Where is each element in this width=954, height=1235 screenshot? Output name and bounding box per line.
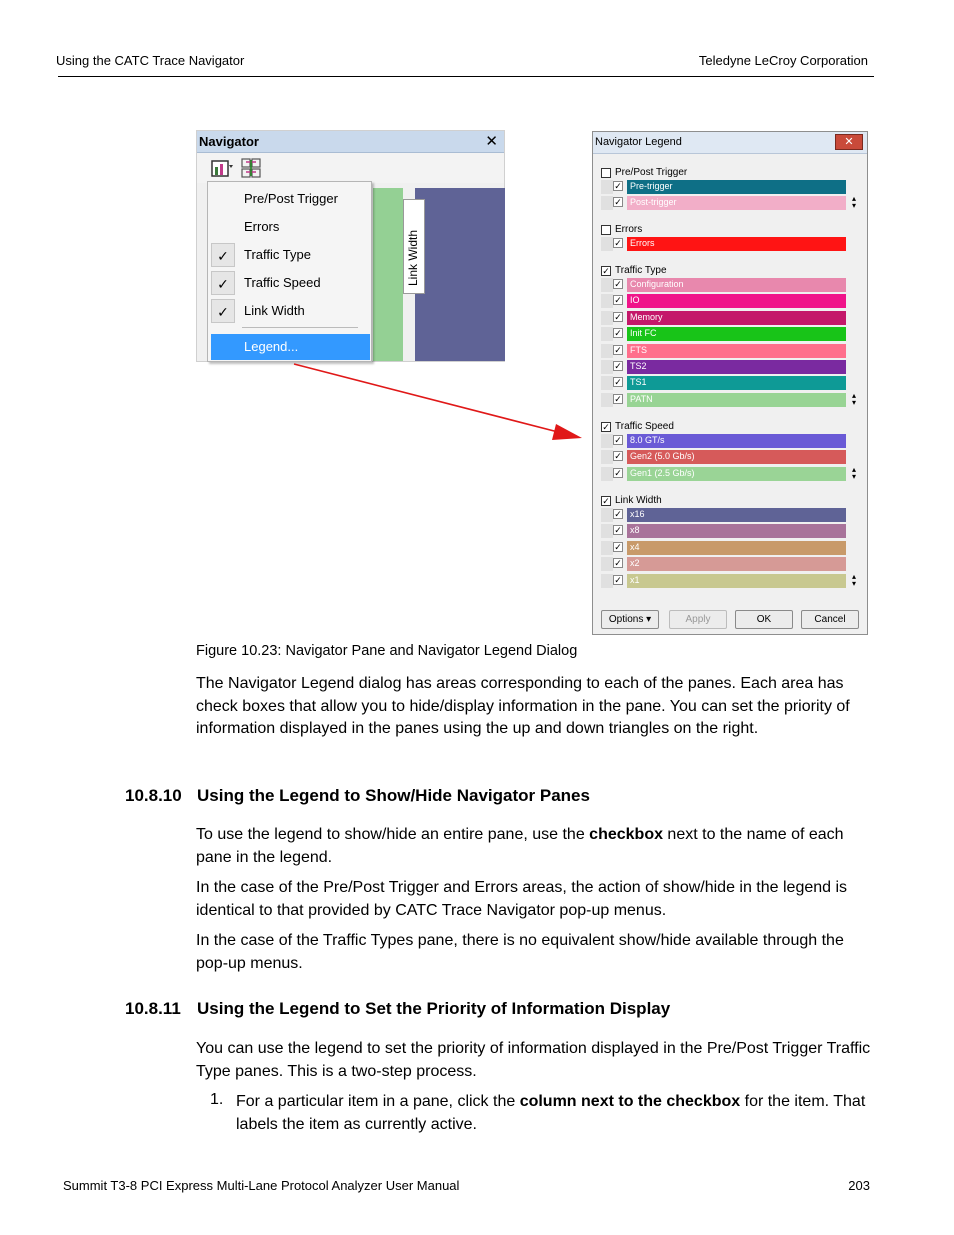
legend-item-bar[interactable] xyxy=(627,376,846,390)
section-label: Traffic Speed xyxy=(615,421,674,432)
legend-item-bar[interactable] xyxy=(627,237,846,251)
legend-dialog-title: Navigator Legend xyxy=(595,136,682,148)
legend-item-label: FTS xyxy=(630,345,647,355)
legend-item-label: IO xyxy=(630,295,640,305)
list-item-number: 1. xyxy=(210,1091,224,1108)
priority-column[interactable] xyxy=(601,180,613,194)
legend-item-bar[interactable] xyxy=(627,541,846,555)
menu-item-link-width[interactable]: ✓ Link Width xyxy=(208,298,371,324)
item-checkbox[interactable]: ✓ xyxy=(614,181,622,191)
item-checkbox[interactable]: ✓ xyxy=(614,468,622,478)
item-checkbox[interactable]: ✓ xyxy=(614,558,622,568)
apply-button[interactable]: Apply xyxy=(669,610,727,629)
checkmark-icon: ✓ xyxy=(211,299,235,323)
legend-item-bar[interactable] xyxy=(627,180,846,194)
section1-paragraph-2: In the case of the Pre/Post Trigger and Errors areas, the action of show/hide in the legend is identical to that provided by CATC Trace Navigator pop-up menus. xyxy=(196,879,848,919)
menu-separator xyxy=(242,327,358,328)
running-header-left: Using the CATC Trace Navigator xyxy=(56,53,245,68)
navigator-title: Navigator xyxy=(199,134,259,149)
legend-item-label: x1 xyxy=(630,575,640,585)
running-header-right: Teledyne LeCroy Corporation xyxy=(698,53,868,68)
item-checkbox[interactable]: ✓ xyxy=(614,279,622,289)
legend-item-bar[interactable] xyxy=(627,393,846,407)
priority-up-down-icon[interactable]: ▴ ▾ xyxy=(851,391,856,407)
checkmark-icon: ✓ xyxy=(211,271,235,295)
priority-column[interactable] xyxy=(601,360,613,374)
priority-column[interactable] xyxy=(601,508,613,522)
navigator-pane-screenshot xyxy=(196,130,505,362)
legend-item-bar[interactable] xyxy=(627,311,846,325)
legend-item-bar[interactable] xyxy=(627,294,846,308)
section-checkbox[interactable] xyxy=(601,168,611,178)
priority-column[interactable] xyxy=(601,294,613,308)
link-width-pane xyxy=(415,188,505,361)
legend-item-bar[interactable] xyxy=(627,450,846,464)
priority-up-down-icon[interactable]: ▴ ▾ xyxy=(851,194,856,210)
list-item-text: For a particular item in a pane, click the column next to the checkbox for the item. That labels the item as currently active. xyxy=(236,1093,866,1133)
legend-item-bar[interactable] xyxy=(627,278,846,292)
link-width-pane-label: Link Width xyxy=(403,199,425,294)
legend-item-label: Post-trigger xyxy=(630,197,677,207)
legend-item-label: Gen1 (2.5 Gb/s) xyxy=(630,468,695,478)
priority-up-down-icon[interactable]: ▴ ▾ xyxy=(851,465,856,481)
section-heading-10-8-10: 10.8.10 Using the Legend to Show/Hide Navigator Panes xyxy=(125,786,590,805)
legend-item-bar[interactable] xyxy=(627,557,846,571)
item-checkbox[interactable]: ✓ xyxy=(614,542,622,552)
menu-check xyxy=(211,187,235,211)
intro-paragraph: The Navigator Legend dialog has areas corresponding to each of the panes. Each area has check boxes that allow you to hide/display information in the pane. You can set the priority of information displayed in the panes using the up and down triangles on the right. xyxy=(196,675,850,737)
priority-column[interactable] xyxy=(601,311,613,325)
legend-item-label: x2 xyxy=(630,558,640,568)
legend-item-bar[interactable] xyxy=(627,360,846,374)
item-checkbox[interactable]: ✓ xyxy=(614,361,622,371)
legend-item-label: Configuration xyxy=(630,279,684,289)
legend-item-label: Memory xyxy=(630,312,663,322)
priority-column[interactable] xyxy=(601,393,613,407)
priority-column[interactable] xyxy=(601,434,613,448)
item-checkbox[interactable]: ✓ xyxy=(614,451,622,461)
close-icon[interactable]: ✕ xyxy=(835,134,863,150)
ok-button[interactable]: OK xyxy=(735,610,793,629)
legend-item-bar[interactable] xyxy=(627,467,846,481)
priority-column[interactable] xyxy=(601,278,613,292)
legend-item-label: Gen2 (5.0 Gb/s) xyxy=(630,451,695,461)
legend-item-bar[interactable] xyxy=(627,524,846,538)
legend-item-bar[interactable] xyxy=(627,574,846,588)
section-checkbox[interactable] xyxy=(601,225,611,235)
legend-item-label: x4 xyxy=(630,542,640,552)
section-label: Traffic Type xyxy=(615,265,667,276)
section-label: Pre/Post Trigger xyxy=(615,167,688,178)
footer-left: Summit T3-8 PCI Express Multi-Lane Protocol Analyzer User Manual xyxy=(63,1178,460,1193)
section-checkbox[interactable]: ✓ xyxy=(602,266,610,276)
header-rule xyxy=(58,76,874,77)
section-label: Link Width xyxy=(615,495,662,506)
menu-item-legend[interactable]: Legend... xyxy=(211,334,370,360)
legend-title-bar xyxy=(593,132,867,154)
cancel-button[interactable]: Cancel xyxy=(801,610,859,629)
item-checkbox[interactable]: ✓ xyxy=(614,575,622,585)
page-number: 203 xyxy=(848,1178,870,1193)
item-checkbox[interactable]: ✓ xyxy=(614,328,622,338)
item-checkbox[interactable]: ✓ xyxy=(614,345,622,355)
legend-item-label: TS2 xyxy=(630,361,647,371)
legend-item-bar[interactable] xyxy=(627,344,846,358)
priority-column[interactable] xyxy=(601,541,613,555)
item-checkbox[interactable]: ✓ xyxy=(614,238,622,248)
section-label: Errors xyxy=(615,224,643,235)
options-button[interactable]: Options ▾ xyxy=(601,610,659,629)
priority-column[interactable] xyxy=(601,557,613,571)
section-checkbox[interactable]: ✓ xyxy=(602,422,610,432)
priority-column[interactable] xyxy=(601,450,613,464)
priority-column[interactable] xyxy=(601,327,613,341)
menu-item-traffic-speed[interactable]: ✓ Traffic Speed xyxy=(208,270,371,296)
section1-paragraph-1: To use the legend to show/hide an entire pane, use the checkbox next to the name of each pane in the legend. xyxy=(196,826,844,866)
item-checkbox[interactable]: ✓ xyxy=(614,312,622,322)
priority-column[interactable] xyxy=(601,574,613,588)
legend-item-label: x8 xyxy=(630,525,640,535)
item-checkbox[interactable]: ✓ xyxy=(614,394,622,404)
close-icon[interactable]: ✕ xyxy=(485,133,498,150)
legend-item-label: 8.0 GT/s xyxy=(630,435,665,445)
navigator-toolbar xyxy=(197,153,504,183)
item-checkbox[interactable]: ✓ xyxy=(614,295,622,305)
legend-item-label: Errors xyxy=(630,238,655,248)
checkmark-icon: ✓ xyxy=(211,243,235,267)
legend-item-label: PATN xyxy=(630,394,653,404)
navigator-legend-dialog xyxy=(592,131,868,635)
chart-settings-icon[interactable] xyxy=(211,157,235,179)
legend-item-bar[interactable] xyxy=(627,196,846,210)
section2-paragraph-1: You can use the legend to set the priority of information displayed in the Pre/Post Trigger Traffic Type panes. This is a two-step process. xyxy=(196,1040,871,1080)
menu-item-errors[interactable]: Errors xyxy=(208,214,371,240)
priority-up-down-icon[interactable]: ▴ ▾ xyxy=(851,572,856,588)
section-checkbox[interactable]: ✓ xyxy=(602,496,610,506)
menu-item-traffic-type[interactable]: ✓ Traffic Type xyxy=(208,242,371,268)
red-arrow-icon xyxy=(290,360,590,445)
priority-column[interactable] xyxy=(601,376,613,390)
legend-item-label: x16 xyxy=(630,509,645,519)
legend-item-bar[interactable] xyxy=(627,508,846,522)
dropdown-arrow-icon: ▾ xyxy=(646,614,652,625)
legend-item-label: Pre-trigger xyxy=(630,181,673,191)
layout-icon[interactable] xyxy=(240,157,264,179)
priority-column[interactable] xyxy=(601,196,613,210)
menu-check xyxy=(211,215,235,239)
section1-paragraph-3: In the case of the Traffic Types pane, there is no equivalent show/hide available through the pop-up menus. xyxy=(196,932,844,972)
priority-column[interactable] xyxy=(601,237,613,251)
legend-item-bar[interactable] xyxy=(627,327,846,341)
item-checkbox[interactable]: ✓ xyxy=(614,509,622,519)
item-checkbox[interactable]: ✓ xyxy=(614,197,622,207)
legend-item-label: Init FC xyxy=(630,328,657,338)
priority-column[interactable] xyxy=(601,524,613,538)
traffic-pane xyxy=(373,188,403,361)
item-checkbox[interactable]: ✓ xyxy=(614,525,622,535)
figure-caption: Figure 10.23: Navigator Pane and Navigator Legend Dialog xyxy=(196,643,578,659)
item-checkbox[interactable]: ✓ xyxy=(614,435,622,445)
menu-item-pre-post-trigger[interactable]: Pre/Post Trigger xyxy=(208,186,371,212)
section-heading-10-8-11: 10.8.11 Using the Legend to Set the Priority of Information Display xyxy=(125,999,671,1018)
legend-item-bar[interactable] xyxy=(627,434,846,448)
priority-column[interactable] xyxy=(601,467,613,481)
priority-column[interactable] xyxy=(601,344,613,358)
legend-item-label: TS1 xyxy=(630,377,647,387)
item-checkbox[interactable]: ✓ xyxy=(614,377,622,387)
navigator-context-menu xyxy=(207,181,372,362)
navigator-title-bar xyxy=(197,131,504,153)
